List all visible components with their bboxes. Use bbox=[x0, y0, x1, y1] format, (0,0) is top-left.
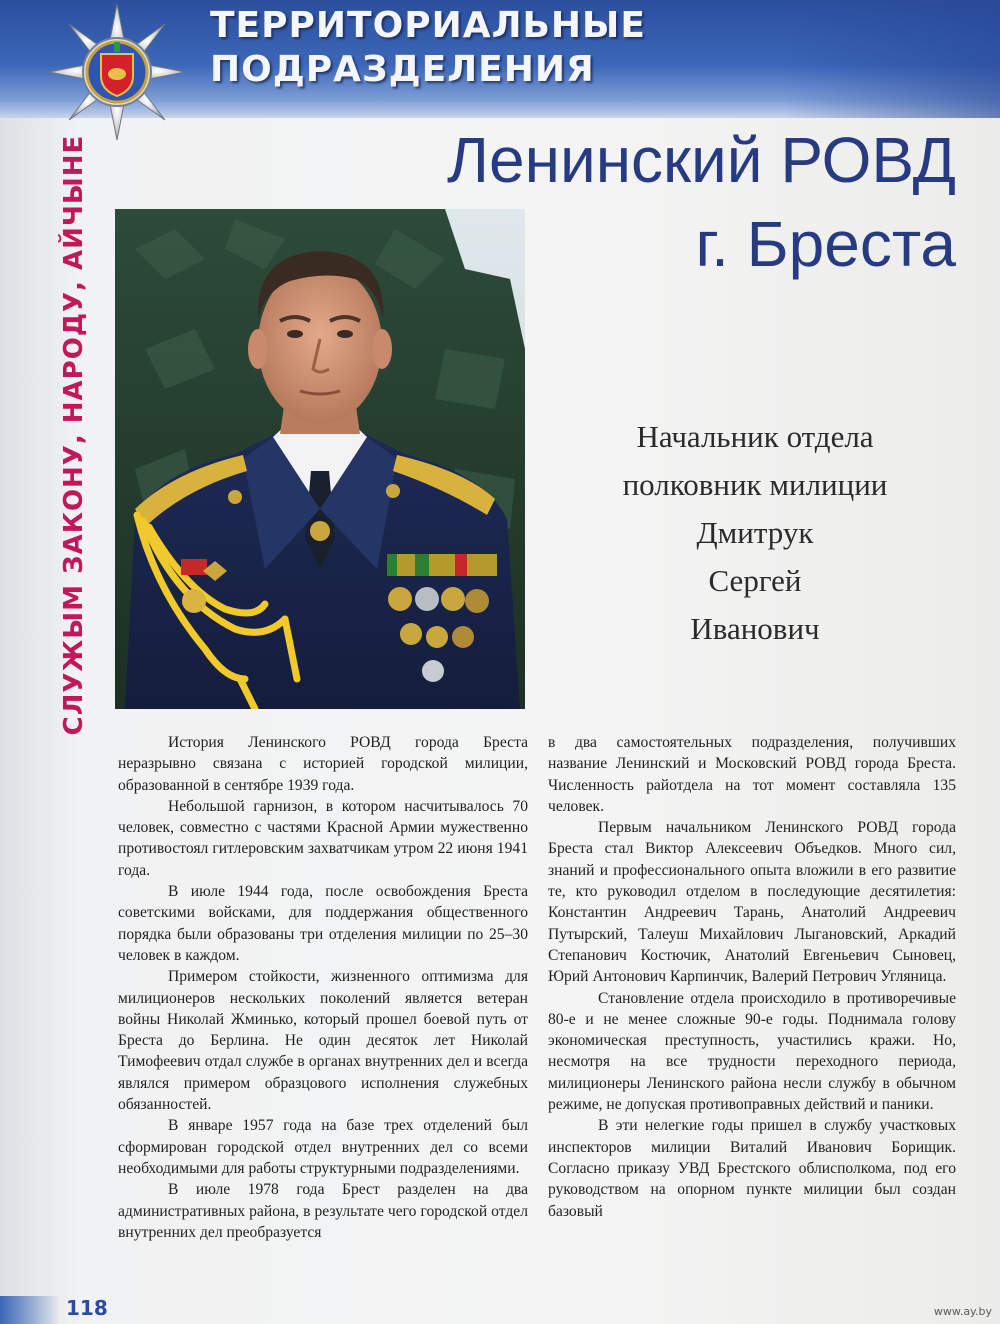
paragraph: в два самостоятельных подразделения, получивших название Ленинский и Московский РОВД города Бреста. Численность райотдела на тот момент составляла 135 человек. bbox=[548, 734, 956, 815]
slogan-text: СЛУЖЫМ ЗАКОНУ, НАРОДУ, АЙЧЫНЕ bbox=[59, 134, 89, 736]
paragraph: В июле 1978 года Брест разделен на два административных района, в результате чего городской отдел внутренних дел преобразуется bbox=[118, 1181, 528, 1241]
watermark: www.ay.by bbox=[933, 1305, 992, 1318]
article-column-right bbox=[548, 732, 956, 1222]
paragraph: Небольшой гарнизон, в котором насчитывалось 70 человек, совместно с частями Красной Армии мужественно противостоял гитлеровским захватчикам утром 22 июня 1941 года. bbox=[118, 797, 528, 879]
paragraph: В январе 1957 года на базе трех отделений был сформирован городской отдел внутренних дел со всеми необходимыми для работы структурными подразделениями. bbox=[118, 1117, 528, 1177]
article-column-left bbox=[118, 732, 528, 1243]
paragraph: Примером стойкости, жизненного оптимизма для милиционеров нескольких поколений является ветеран войны Николай Жминько, который прошел боевой путь от Бреста до Берлина. Не один десяток лет Николай Тимофеевич отдал службе в органах внутренних дел и всегда являлся примером образцового исполнения служебных обязанностей. bbox=[118, 968, 528, 1114]
caption-first-name: Сергей bbox=[708, 563, 802, 598]
portrait-photo bbox=[115, 209, 525, 709]
paragraph: История Ленинского РОВД города Бреста неразрывно связана с историей городской милиции, образованной в сентябре 1939 года. bbox=[118, 734, 528, 794]
vertical-slogan bbox=[54, 134, 94, 736]
caption-rank: полковник милиции bbox=[622, 467, 888, 502]
portrait-caption bbox=[560, 413, 950, 653]
paragraph: В эти нелегкие годы пришел в службу участковых инспекторов милиции Виталий Иванович Борищик. Согласно приказу УВД Брестского облисполкома, под его руководством на опорном пункте милиции был создан базовый bbox=[548, 1117, 956, 1220]
paragraph: В июле 1944 года, после освобождения Бреста советскими войсками, для поддержания общественного порядка были образованы три отделения милиции по 25–30 человек в каждом. bbox=[118, 883, 528, 964]
caption-surname: Дмитрук bbox=[696, 515, 814, 550]
paragraph: Первым начальником Ленинского РОВД города Бреста стал Виктор Алексеевич Объедков. Много сил, знаний и профессионального опыта вложили в его развитие те, кто руководил отделом в последующие десятилетия: Константин Андреевич Тарань, Анатолий Андреевич Путырский, Талеуш Михайлович Лыгановский, Аркадий Степанович Костючик, Анатолий Евгеньевич Сыновец, Юрий Антонович Карпинчик, Валерий Петрович Угляница. bbox=[548, 819, 956, 986]
article-title-line2: г. Бреста bbox=[695, 208, 956, 280]
caption-position: Начальник отдела bbox=[636, 419, 874, 454]
page-corner-band bbox=[0, 1296, 60, 1324]
section-title-line2: ПОДРАЗДЕЛЕНИЯ bbox=[210, 49, 595, 90]
police-emblem-icon bbox=[42, 0, 192, 150]
page-number: 118 bbox=[66, 1296, 108, 1320]
section-title-line1: ТЕРРИТОРИАЛЬНЫЕ bbox=[210, 5, 646, 46]
article-title-line1: Ленинский РОВД bbox=[447, 124, 956, 196]
caption-patronymic: Иванович bbox=[690, 611, 820, 646]
paragraph: Становление отдела происходило в противоречивые 80-е и не менее сложные 90-е годы. Поднимала голову экономическая преступность, участились кражи. Но, несмотря на все трудности переходного периода, милиционеры Ленинского района несли службу в обычном режиме, не допуская противоправных действий и паники. bbox=[548, 989, 956, 1114]
section-title bbox=[210, 4, 646, 92]
